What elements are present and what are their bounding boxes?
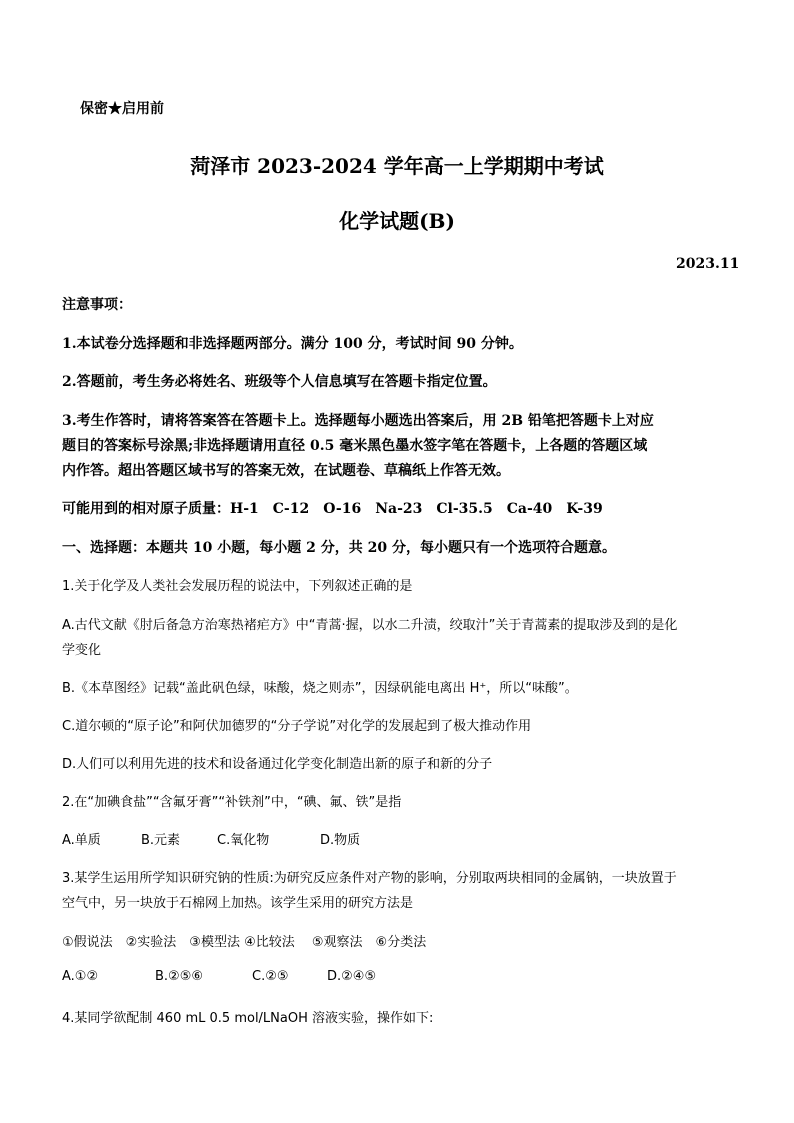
- q3-option-d: D.②④⑤: [327, 969, 377, 984]
- q1-option-c: C.道尔顿的“原子论”和阿伏加德罗的“分子学说”对化学的发展起到了极大推动作用: [62, 719, 532, 734]
- q3-methods: ①假说法 ②实验法 ③模型法 ④比较法 ⑤观察法 ⑥分类法: [62, 935, 427, 950]
- section-heading: 一、选择题：本题共 10 小题，每小题 2 分，共 20 分，每小题只有一个选项符合题意。: [62, 540, 616, 556]
- q3-stem-line-1: 3.某学生运用所学知识研究钠的性质:为研究反应条件对产物的影响，分别取两块相同的金属钠，一块放置于: [62, 871, 677, 886]
- q2-option-b: B.元素: [141, 833, 181, 848]
- q3-option-c: C.②⑤: [252, 969, 289, 984]
- q3-option-b: B.②⑤⑥: [155, 969, 204, 984]
- q4-stem: 4.某同学欲配制 460 mL 0.5 mol/LNaOH 溶液实验，操作如下:: [62, 1011, 434, 1026]
- exam-title: 菏泽市 2023-2024 学年高一上学期期中考试: [190, 154, 604, 178]
- exam-subtitle: 化学试题(B): [339, 209, 455, 233]
- atomic-masses: 可能用到的相对原子质量：H-1 C-12 O-16 Na-23 Cl-35.5 Ca-40 K-39: [62, 501, 603, 517]
- note-3-line-1: 3.考生作答时，请将答案答在答题卡上。选择题每小题选出答案后，用 2B 铅笔把答题卡上对应: [62, 413, 654, 429]
- q2-option-c: C.氧化物: [217, 833, 270, 848]
- q1-option-a-line-1: A.古代文献《肘后备急方治寒热褚疟方》中“青蒿·握，以水二升渍，绞取汁”关于青蒿素的提取涉及到的是化: [62, 618, 678, 633]
- note-2: 2.答题前，考生务必将姓名、班级等个人信息填写在答题卡指定位置。: [62, 374, 497, 390]
- q3-stem-line-2: 空气中，另一块放于石棉网上加热。该学生采用的研究方法是: [62, 896, 414, 911]
- q1-option-b: B.《本草图经》记载“盖此矾色绿，味酸，烧之则赤”，因绿矾能电离出 H⁺，所以“味酸”。: [62, 681, 578, 696]
- q3-option-a: A.①②: [62, 969, 99, 984]
- q2-option-d: D.物质: [320, 833, 361, 848]
- q2-stem: 2.在“加碘食盐”“含氟牙膏”“补铁剂”中，“碘、氟、铁”是指: [62, 795, 402, 810]
- note-3-line-3: 内作答。超出答题区域书写的答案无效，在试题卷、草稿纸上作答无效。: [62, 463, 510, 479]
- q1-option-a-line-2: 学变化: [62, 643, 102, 658]
- q1-option-d: D.人们可以利用先进的技术和设备通过化学变化制造出新的原子和新的分子: [62, 757, 493, 772]
- q1-stem: 1.关于化学及人类社会发展历程的说法中，下列叙述正确的是: [62, 579, 413, 594]
- q2-option-a: A.单质: [62, 833, 101, 848]
- notes-heading: 注意事项：: [62, 297, 132, 313]
- exam-date: 2023.11: [676, 256, 740, 272]
- confidential-label: 保密★启用前: [80, 101, 164, 117]
- note-3-line-2: 题目的答案标号涂黑;非选择题请用直径 0.5 毫米黑色墨水签字笔在答题卡，上各题的答题区域: [62, 438, 648, 454]
- note-1: 1.本试卷分选择题和非选择题两部分。满分 100 分，考试时间 90 分钟。: [62, 336, 523, 352]
